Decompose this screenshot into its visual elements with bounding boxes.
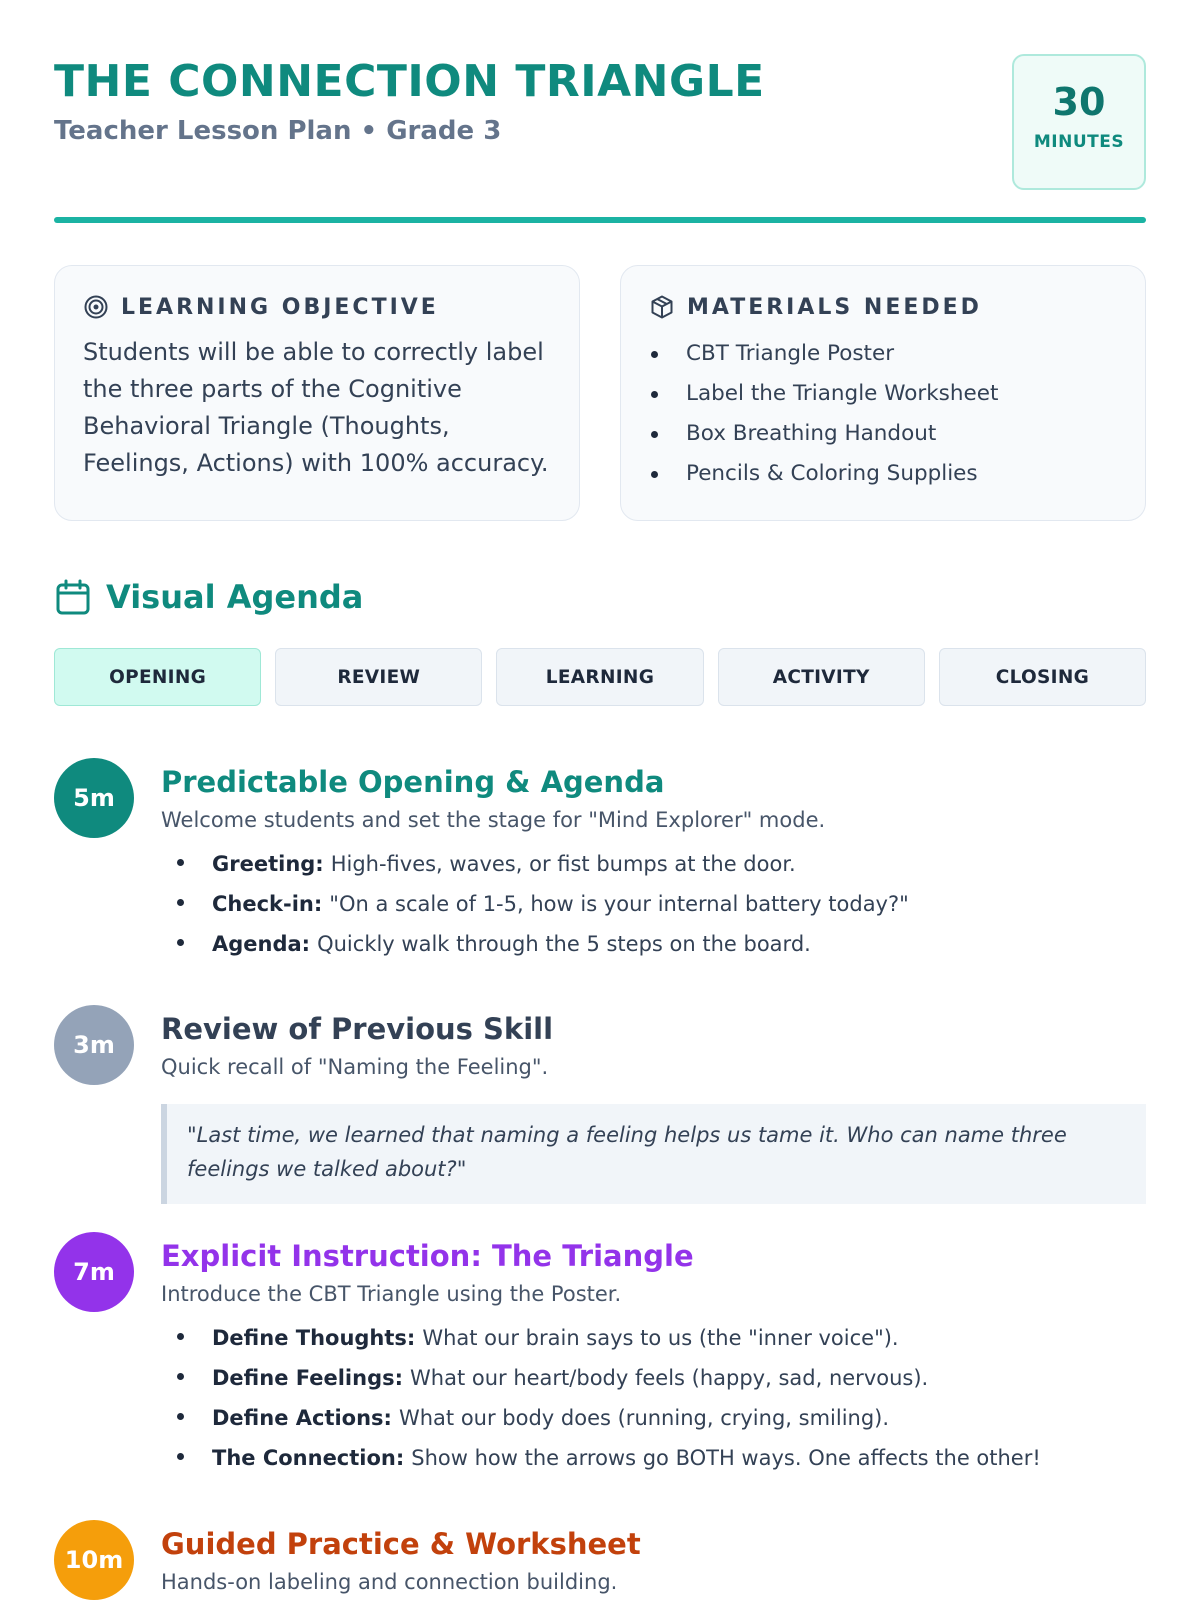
item-label: Greeting: <box>212 852 324 876</box>
bullet-dot <box>177 1453 184 1460</box>
step-content <box>161 764 1146 964</box>
materials-header <box>649 294 1117 320</box>
list-item <box>161 1358 1146 1398</box>
objective-text: Students will be able to correctly label the three parts of the Cognitive Behavioral Triangle (Thoughts, Feelings, Actions) with 100% accuracy. <box>83 338 549 477</box>
time-badge: 7m <box>54 1232 134 1312</box>
page-subtitle: Teacher Lesson Plan • Grade 3 <box>54 116 502 146</box>
materials-item <box>649 374 1117 414</box>
bullet-dot <box>177 1333 184 1340</box>
materials-title: MATERIALS NEEDED <box>687 294 982 320</box>
bullet-dot <box>177 1373 184 1380</box>
bullet-dot <box>651 391 658 398</box>
list-item <box>161 1438 1146 1478</box>
list-item <box>161 844 1146 884</box>
step-content <box>161 1011 1146 1204</box>
step-title: Predictable Opening & Agenda <box>161 765 665 799</box>
page-title: THE CONNECTION TRIANGLE <box>54 56 765 107</box>
duration-unit: MINUTES <box>1033 132 1125 152</box>
materials-item <box>649 334 1117 374</box>
bullet-dot <box>177 859 184 866</box>
materials-item <box>649 454 1117 494</box>
time-badge: 5m <box>54 758 134 838</box>
agenda-title: Visual Agenda <box>106 578 364 616</box>
list-item <box>161 1318 1146 1358</box>
materials-item-label: Box Breathing Handout <box>686 421 937 446</box>
step-title: Guided Practice & Worksheet <box>161 1527 641 1561</box>
box-icon <box>649 294 675 320</box>
objective-title: LEARNING OBJECTIVE <box>121 294 439 320</box>
step-description: Welcome students and set the stage for "Mind Explorer" mode. <box>161 808 826 832</box>
item-label: Define Thoughts: <box>212 1326 416 1350</box>
item-label: Agenda: <box>212 932 311 956</box>
step-description: Quick recall of "Naming the Feeling". <box>161 1055 549 1079</box>
step-title: Review of Previous Skill <box>161 1012 554 1046</box>
materials-item-label: Label the Triangle Worksheet <box>686 381 999 406</box>
materials-item <box>649 414 1117 454</box>
objective-card <box>54 265 580 521</box>
agenda-header <box>54 578 363 616</box>
item-text: High-fives, waves, or fist bumps at the door. <box>330 852 796 876</box>
item-label: Define Feelings: <box>212 1366 403 1390</box>
header <box>54 52 1146 220</box>
step-description: Hands-on labeling and connection building. <box>161 1570 618 1594</box>
item-label: The Connection: <box>212 1446 405 1470</box>
duration-box <box>1012 54 1146 190</box>
item-text: What our body does (running, crying, smiling). <box>398 1406 890 1430</box>
step-description: Introduce the CBT Triangle using the Poster. <box>161 1282 622 1306</box>
item-label: Check-in: <box>212 892 323 916</box>
materials-list <box>649 334 1117 494</box>
step-bullets <box>161 1318 1146 1478</box>
bullet-dot <box>651 431 658 438</box>
time-badge: 10m <box>54 1520 134 1600</box>
step-bullets <box>161 844 1146 964</box>
item-text: Show how the arrows go BOTH ways. One affects the other! <box>411 1446 1041 1470</box>
item-label: Define Actions: <box>212 1406 392 1430</box>
tab-review[interactable]: REVIEW <box>275 648 482 706</box>
tab-activity[interactable]: ACTIVITY <box>718 648 925 706</box>
time-badge: 3m <box>54 1005 134 1085</box>
objective-header <box>83 294 551 320</box>
target-icon <box>83 294 109 320</box>
tab-opening[interactable]: OPENING <box>54 648 261 706</box>
step-title: Explicit Instruction: The Triangle <box>161 1239 694 1273</box>
materials-card <box>620 265 1146 521</box>
agenda-tabs <box>54 648 1146 706</box>
bullet-dot <box>177 899 184 906</box>
calendar-icon <box>54 578 92 616</box>
step-content <box>161 1526 1146 1597</box>
bullet-dot <box>651 471 658 478</box>
duration-value: 30 <box>1052 80 1106 124</box>
list-item <box>161 1398 1146 1438</box>
item-text: Quickly walk through the 5 steps on the board. <box>317 932 811 956</box>
materials-item-label: CBT Triangle Poster <box>686 341 895 366</box>
list-item <box>161 924 1146 964</box>
item-text: What our brain says to us (the "inner voice"). <box>422 1326 899 1350</box>
item-text: What our heart/body feels (happy, sad, nervous). <box>410 1366 929 1390</box>
tab-learning[interactable]: LEARNING <box>496 648 703 706</box>
bullet-dot <box>177 939 184 946</box>
step-content <box>161 1238 1146 1478</box>
item-text: "On a scale of 1-5, how is your internal battery today?" <box>329 892 909 916</box>
info-cards <box>54 265 1146 521</box>
teacher-script-quote: "Last time, we learned that naming a feeling helps us tame it. Who can name three feelings we talked about?" <box>161 1104 1146 1204</box>
header-divider <box>54 217 1146 223</box>
tab-closing[interactable]: CLOSING <box>939 648 1146 706</box>
materials-item-label: Pencils & Coloring Supplies <box>686 461 978 486</box>
list-item <box>161 884 1146 924</box>
bullet-dot <box>177 1413 184 1420</box>
bullet-dot <box>651 351 658 358</box>
